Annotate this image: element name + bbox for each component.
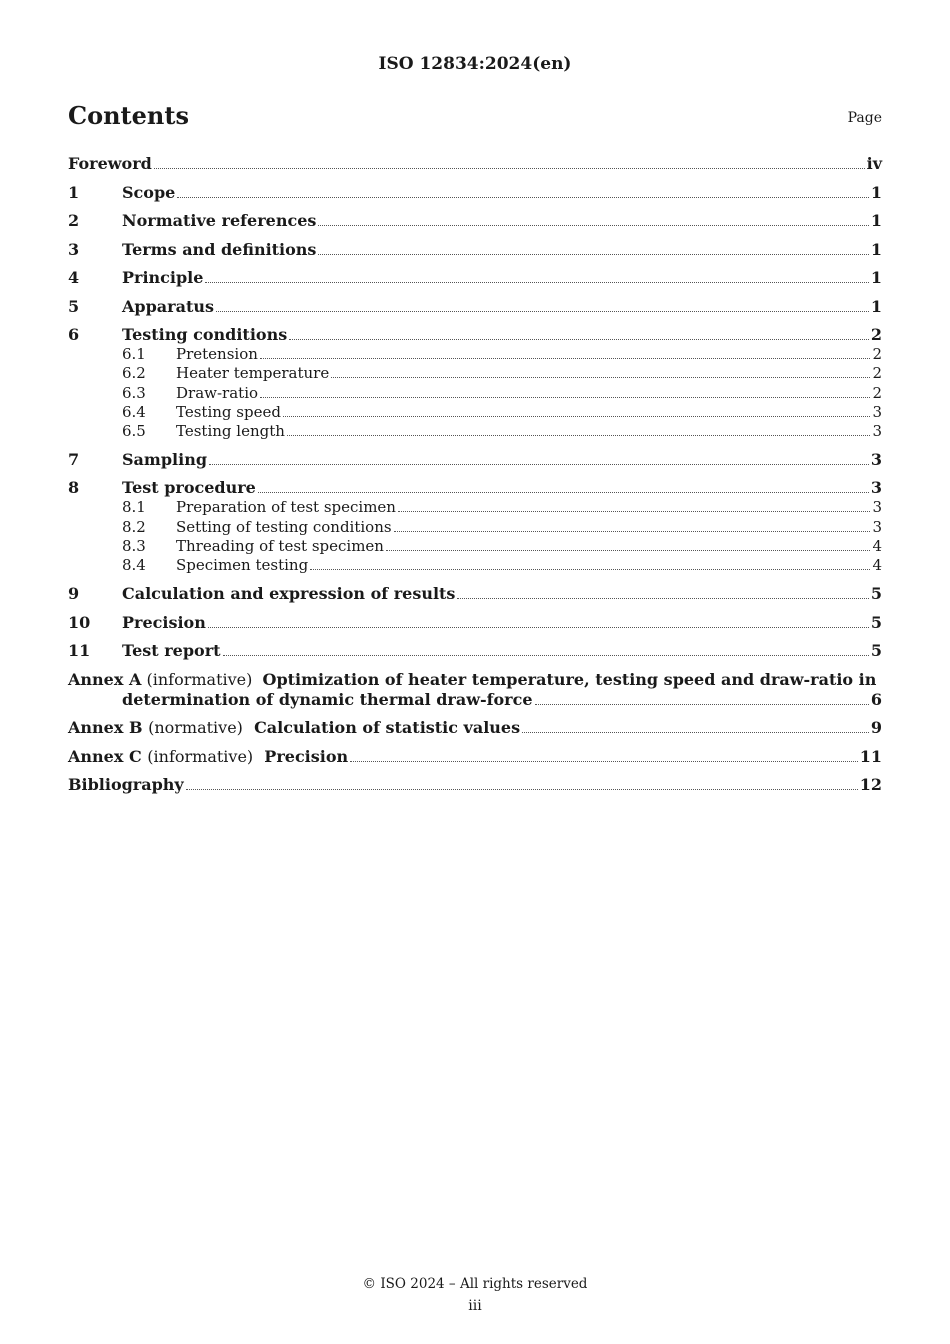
toc-entry-number: 10 bbox=[68, 612, 91, 632]
toc-entry-title: Specimen testing bbox=[176, 556, 309, 575]
toc-entry-number: 6.3 bbox=[122, 383, 146, 402]
toc-entry-page: 3 bbox=[872, 498, 882, 517]
toc-entry-page: iv bbox=[866, 154, 882, 173]
contents-heading: Contents bbox=[68, 101, 189, 130]
toc-entry-number: 2 bbox=[68, 211, 80, 230]
toc-entry-bibliography[interactable] bbox=[68, 775, 882, 795]
annex-kind: (informative) bbox=[147, 746, 254, 766]
annex-label: Annex A bbox=[68, 669, 142, 689]
toc-entry-number: 6.1 bbox=[122, 345, 146, 363]
toc-entry-title: Pretension bbox=[176, 345, 258, 363]
toc-entry-title: Test procedure bbox=[122, 478, 256, 498]
toc-entry-title: Principle bbox=[122, 268, 204, 287]
toc-entry-title: Terms and definitions bbox=[122, 239, 317, 259]
toc-entry-title: Test report bbox=[122, 641, 221, 661]
dot-leader bbox=[216, 310, 869, 312]
toc-subentry-preparation[interactable] bbox=[68, 498, 882, 517]
toc-entry-page: 2 bbox=[872, 364, 882, 383]
toc-entry-number: 8.3 bbox=[122, 537, 146, 556]
toc-entry-title: Preparation of test specimen bbox=[176, 498, 396, 517]
toc-entry-number: 8 bbox=[68, 478, 80, 498]
toc-entry-page: 1 bbox=[870, 296, 882, 316]
page-column-label: Page bbox=[847, 110, 882, 126]
annex-kind: (informative) bbox=[146, 669, 253, 689]
table-of-contents bbox=[68, 154, 882, 795]
annex-a-first-line bbox=[68, 670, 882, 690]
toc-entry-annex-c[interactable] bbox=[68, 747, 882, 767]
toc-entry-title: Bibliography bbox=[68, 775, 184, 795]
toc-entry-precision[interactable] bbox=[68, 613, 882, 633]
toc-entry-page: 3 bbox=[872, 402, 882, 421]
toc-entry-annex-a[interactable] bbox=[68, 670, 882, 710]
toc-entry-page: 1 bbox=[870, 182, 882, 202]
toc-entry-apparatus[interactable] bbox=[68, 297, 882, 317]
toc-entry-title: Testing conditions bbox=[122, 325, 288, 344]
toc-entry-page: 5 bbox=[870, 612, 882, 632]
dot-leader bbox=[287, 434, 871, 436]
toc-entry-page: 6 bbox=[870, 689, 882, 709]
toc-entry-page: 1 bbox=[870, 211, 882, 230]
toc-entry-number: 3 bbox=[68, 239, 80, 259]
toc-entry-number: 8.2 bbox=[122, 517, 146, 536]
document-identifier: ISO 12834:2024(en) bbox=[378, 54, 572, 74]
annex-title-continued: determination of dynamic thermal draw-force bbox=[122, 689, 533, 709]
page-number: iii bbox=[468, 1298, 482, 1314]
annex-a-second-line bbox=[68, 690, 882, 710]
dot-leader bbox=[154, 167, 865, 169]
toc-entry-principle[interactable] bbox=[68, 268, 882, 288]
toc-entry-title: Heater temperature bbox=[176, 364, 330, 383]
toc-entry-foreword[interactable] bbox=[68, 154, 882, 174]
toc-entry-page: 2 bbox=[872, 383, 882, 402]
toc-entry-terms-and-definitions[interactable] bbox=[68, 240, 882, 260]
toc-subentry-specimen-testing[interactable] bbox=[68, 556, 882, 575]
toc-entry-page: 3 bbox=[870, 478, 882, 498]
dot-leader bbox=[310, 568, 870, 570]
toc-entry-title: Sampling bbox=[122, 449, 208, 469]
toc-entry-page: 3 bbox=[870, 449, 882, 469]
toc-entry-page: 5 bbox=[870, 584, 882, 604]
toc-subentry-threading[interactable] bbox=[68, 537, 882, 556]
toc-entry-title: Testing speed bbox=[176, 402, 281, 421]
toc-entry-number: 7 bbox=[68, 449, 80, 469]
toc-entry-title: Scope bbox=[122, 182, 176, 202]
toc-entry-test-procedure[interactable] bbox=[68, 478, 882, 498]
dot-leader bbox=[209, 463, 869, 465]
dot-leader bbox=[205, 281, 868, 283]
toc-entry-title: Setting of testing conditions bbox=[176, 517, 392, 536]
toc-entry-number: 5 bbox=[68, 296, 80, 316]
annex-label: Annex B bbox=[68, 718, 143, 738]
toc-entry-number: 6.2 bbox=[122, 364, 146, 383]
toc-entry-title: Foreword bbox=[68, 154, 152, 173]
toc-entry-title: Testing length bbox=[176, 422, 285, 441]
annex-heading bbox=[68, 718, 520, 738]
annex-title: Optimization of heater temperature, testing speed and draw-ratio in bbox=[262, 669, 877, 689]
toc-entry-number: 8.1 bbox=[122, 498, 146, 517]
dot-leader bbox=[350, 760, 858, 762]
dot-leader bbox=[394, 530, 871, 532]
toc-entry-page: 3 bbox=[872, 517, 882, 536]
toc-entry-page: 5 bbox=[870, 641, 882, 661]
toc-entry-annex-b[interactable] bbox=[68, 718, 882, 738]
dot-leader bbox=[260, 357, 871, 359]
toc-entry-page: 4 bbox=[872, 556, 882, 575]
dot-leader bbox=[223, 654, 869, 656]
toc-entry-page: 2 bbox=[872, 345, 882, 363]
toc-entry-title: Calculation and expression of results bbox=[122, 584, 456, 604]
toc-subentry-heater-temperature[interactable] bbox=[68, 364, 882, 383]
toc-entry-number: 4 bbox=[68, 268, 80, 287]
toc-entry-number: 1 bbox=[68, 182, 80, 202]
dot-leader bbox=[260, 396, 870, 398]
dot-leader bbox=[258, 491, 869, 493]
toc-entry-calculation[interactable] bbox=[68, 584, 882, 604]
toc-entry-number: 8.4 bbox=[122, 556, 146, 575]
toc-entry-number: 11 bbox=[68, 641, 91, 661]
annex-title: Calculation of statistic values bbox=[254, 718, 521, 738]
toc-entry-page: 12 bbox=[859, 775, 882, 795]
toc-entry-page: 11 bbox=[859, 746, 882, 766]
dot-leader bbox=[398, 510, 870, 512]
toc-entry-page: 1 bbox=[870, 239, 882, 259]
toc-subentry-setting[interactable] bbox=[68, 518, 882, 537]
dot-leader bbox=[457, 597, 868, 599]
toc-entry-page: 4 bbox=[872, 537, 882, 556]
toc-subentry-pretension[interactable] bbox=[68, 345, 882, 364]
toc-subentry-testing-length[interactable] bbox=[68, 422, 882, 441]
toc-entry-title: Apparatus bbox=[122, 296, 214, 316]
annex-heading bbox=[68, 747, 348, 767]
toc-entry-title: Draw-ratio bbox=[176, 383, 259, 402]
dot-leader bbox=[535, 703, 869, 705]
toc-entry-test-report[interactable] bbox=[68, 641, 882, 661]
toc-entry-title: Normative references bbox=[122, 211, 317, 230]
dot-leader bbox=[177, 196, 869, 198]
toc-entry-normative-references[interactable] bbox=[68, 211, 882, 231]
dot-leader bbox=[208, 626, 869, 628]
toc-entry-number: 6.5 bbox=[122, 422, 146, 441]
toc-entry-testing-conditions[interactable] bbox=[68, 325, 882, 345]
annex-title: Precision bbox=[264, 746, 349, 766]
toc-subentry-testing-speed[interactable] bbox=[68, 403, 882, 422]
dot-leader bbox=[386, 549, 870, 551]
dot-leader bbox=[318, 253, 868, 255]
dot-leader bbox=[186, 788, 858, 790]
toc-subentry-draw-ratio[interactable] bbox=[68, 384, 882, 403]
toc-entry-page: 9 bbox=[870, 718, 882, 738]
dot-leader bbox=[522, 731, 869, 733]
toc-entry-page: 2 bbox=[870, 325, 882, 344]
toc-entry-page: 1 bbox=[870, 268, 882, 287]
dot-leader bbox=[331, 376, 870, 378]
dot-leader bbox=[318, 224, 868, 226]
toc-entry-scope[interactable] bbox=[68, 183, 882, 203]
toc-entry-number: 6.4 bbox=[122, 402, 146, 421]
toc-entry-page: 3 bbox=[872, 422, 882, 441]
annex-kind: (normative) bbox=[148, 718, 243, 738]
dot-leader bbox=[283, 415, 871, 417]
copyright-notice: © ISO 2024 – All rights reserved bbox=[362, 1276, 588, 1292]
annex-label: Annex C bbox=[68, 746, 142, 766]
toc-entry-sampling[interactable] bbox=[68, 450, 882, 470]
dot-leader bbox=[289, 338, 869, 340]
toc-entry-number: 9 bbox=[68, 584, 80, 604]
toc-entry-title: Threading of test specimen bbox=[176, 537, 384, 556]
toc-entry-number: 6 bbox=[68, 325, 80, 344]
toc-entry-title: Precision bbox=[122, 612, 206, 632]
